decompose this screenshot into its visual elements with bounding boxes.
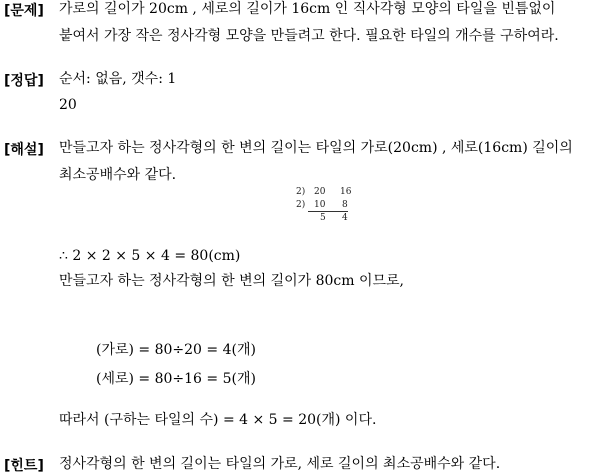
answer-meta: 순서: 없음, 갯수: 1 [59, 71, 177, 87]
problem-line-2: 붙여서 가장 작은 정사각형 모양을 만들려고 한다. 필요한 타일의 개수를 구하여라. [59, 28, 559, 44]
division-value-2b: 8 [342, 200, 348, 210]
horizontal-count-line: (가로) = 80÷20 = 4(개) [96, 342, 256, 358]
division-divisor-2: 2) [296, 200, 306, 210]
division-value-1a: 20 [314, 187, 326, 197]
division-value-3a: 5 [320, 213, 326, 223]
hint-tag: [힌트] [4, 458, 44, 474]
explanation-tag: [해설] [4, 142, 44, 158]
hint-line: 정사각형의 한 변의 길이는 타일의 가로, 세로 길이의 최소공배수와 같다. [59, 456, 501, 472]
division-divisor-1: 2) [296, 187, 306, 197]
side-length-line: 만들고자 하는 정사각형의 한 변의 길이가 80cm 이므로, [59, 273, 405, 289]
explanation-line-1: 만들고자 하는 정사각형의 한 변의 길이는 타일의 가로(20cm) , 세로(16cm) 길이의 [59, 140, 573, 156]
division-value-2a: 10 [314, 200, 326, 210]
division-value-1b: 16 [340, 187, 352, 197]
problem-tag: [문제] [4, 3, 44, 19]
conclusion-line: 따라서 (구하는 타일의 수) = 4 × 5 = 20(개) 이다. [59, 412, 377, 428]
explanation-line-2: 최소공배수와 같다. [59, 167, 177, 183]
problem-line-1: 가로의 길이가 20cm , 세로의 길이가 16cm 인 직사각형 모양의 타일을 빈틈없이 [59, 1, 556, 17]
vertical-count-line: (세로) = 80÷16 = 5(개) [96, 371, 256, 387]
division-value-3b: 4 [342, 213, 348, 223]
lcm-result-line: ∴ 2 × 2 × 5 × 4 = 80(cm) [59, 248, 241, 264]
answer-tag: [정답] [4, 73, 44, 89]
answer-value: 20 [59, 97, 77, 113]
